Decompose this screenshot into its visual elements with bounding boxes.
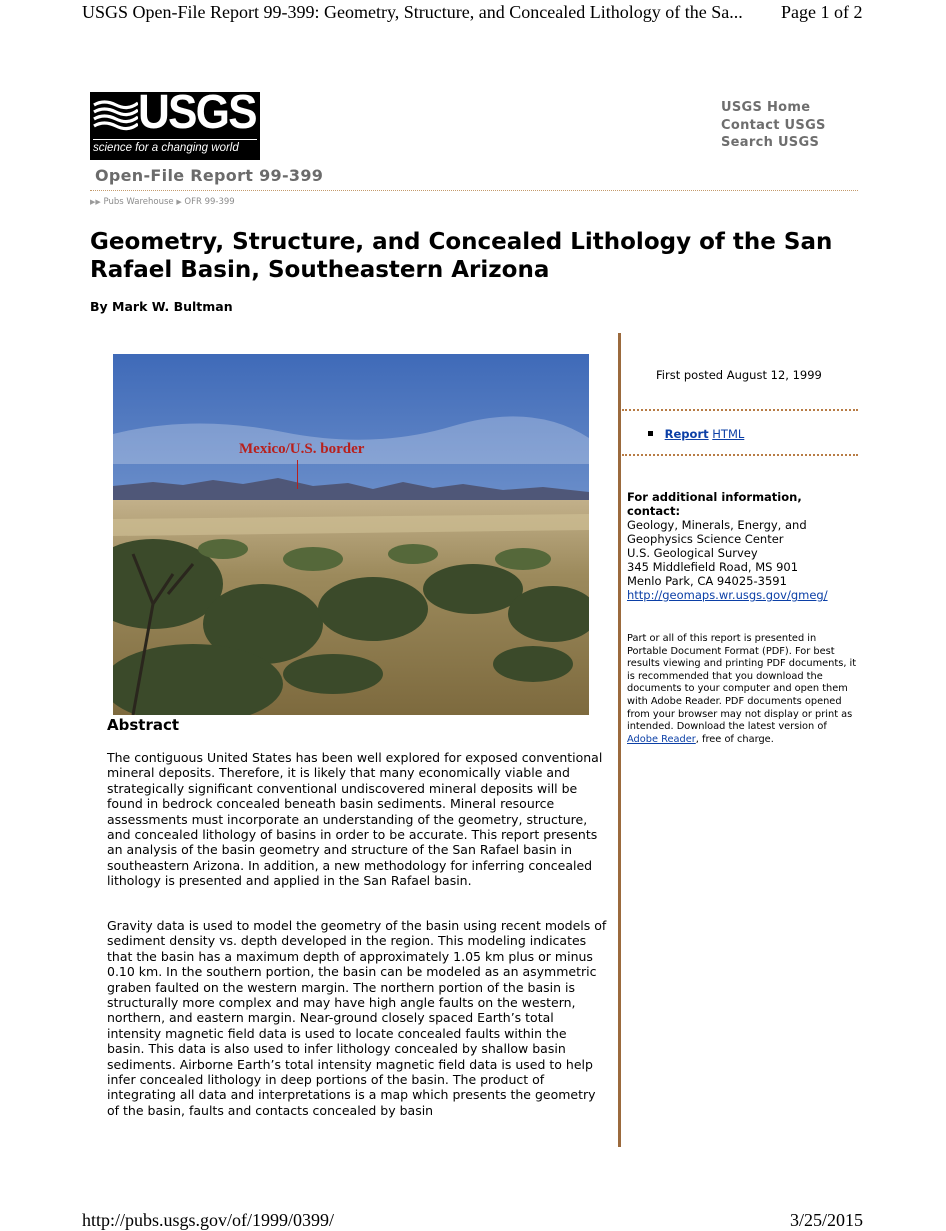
contact-address-line: Geology, Minerals, Energy, and [627, 518, 807, 532]
abstract-heading: Abstract [107, 716, 180, 734]
sidebar-dotted-divider [622, 409, 858, 411]
breadcrumb-arrow-icon: ▶▶ [90, 198, 101, 206]
abstract-paragraph-2: Gravity data is used to model the geometry of the basin using recent models of sediment density vs. depth developed in the region. This modeling indicates that the basin has a maximum depth of approximately 1.05 km plus or minus 0.10 km. In the southern portion, the basin can be modeled as an asymmetric graben faulted on the western margin. The northern portion of the basin is structurally more complex and may have high angle faults on the western, northern, and eastern margin. Near-ground closely spaced Earth’s total intensity magnetic field data is used to locate concealed faults within the basin. This data is also used to infer lithology concealed by shallow basin sediments. Airborne Earth’s total intensity magnetic field data is used to help infer concealed lithology in deep portions of the basin. The product of integrating all data and interpretations is a map which presents the geometry of the basin, faults and contacts concealed by basin [107, 918, 607, 1118]
breadcrumb-ofr[interactable]: OFR 99-399 [184, 197, 235, 207]
nav-contact-usgs[interactable]: Contact USGS [721, 118, 826, 133]
usgs-logo[interactable] [90, 86, 260, 160]
print-footer-date: 3/25/2015 [790, 1210, 864, 1230]
pdf-note [627, 633, 859, 746]
report-series-title: Open-File Report 99-399 [95, 166, 324, 185]
contact-address-line: U.S. Geological Survey [627, 546, 758, 560]
photo-label-pointer [297, 460, 298, 489]
usgs-tagline: science for a changing world [93, 139, 257, 158]
usgs-wordmark: USGS [138, 86, 256, 139]
abstract-paragraph-1: The contiguous United States has been well explored for exposed conventional mineral deposits. Therefore, it is likely that many economically viable and strategically significant conventional undiscovered mineral deposits will be found in bedrock concealed beneath basin sediments. Mineral resource assessments must incorporate an understanding of the geometry, structure, and concealed lithology of basins in order to be accurate. This report presents an analysis of the basin geometry and structure of the San Rafael basin in southeastern Arizona. In addition, a new methodology for inferring concealed lithology is presented and applied in the San Rafael basin. [107, 750, 603, 889]
report-list-item [648, 427, 744, 441]
sidebar-dotted-divider [622, 454, 858, 456]
pdf-note-tail: , free of charge. [695, 733, 774, 745]
first-posted-date: First posted August 12, 1999 [656, 368, 822, 382]
breadcrumb [90, 197, 235, 207]
contact-address-line: Geophysics Science Center [627, 532, 784, 546]
byline: By Mark W. Bultman [90, 299, 233, 314]
report-html-link[interactable]: HTML [712, 427, 745, 441]
photo-border-label: Mexico/U.S. border [239, 441, 365, 457]
contact-address-line: Menlo Park, CA 94025-3591 [627, 574, 787, 588]
print-footer-url: http://pubs.usgs.gov/of/1999/0399/ [82, 1210, 335, 1230]
contact-address-line: 345 Middlefield Road, MS 901 [627, 560, 799, 574]
contact-website-link[interactable]: http://geomaps.wr.usgs.gov/gmeg/ [627, 588, 828, 602]
breadcrumb-pubs-warehouse[interactable]: Pubs Warehouse [103, 197, 174, 207]
header-divider [90, 190, 858, 191]
pdf-note-text: Part or all of this report is presented in Portable Document Format (PDF). For best results viewing and printing PDF documents, it is recommended that you download the documents to your computer and open them with Adobe Reader. PDF documents opened from your browser may not display or print as intended. Download the latest version of [627, 633, 857, 733]
breadcrumb-separator-icon: ▶ [176, 198, 182, 206]
usgs-waves-icon [92, 97, 138, 133]
nav-search-usgs[interactable]: Search USGS [721, 135, 820, 150]
bullet-icon [648, 431, 653, 436]
nav-usgs-home[interactable]: USGS Home [721, 100, 811, 115]
sidebar-divider [618, 333, 621, 1147]
print-page-number: Page 1 of 2 [781, 2, 863, 22]
page-title: Geometry, Structure, and Concealed Lithology of the San Rafael Basin, Southeastern Arizona [90, 229, 833, 283]
adobe-reader-link[interactable]: Adobe Reader [627, 733, 696, 745]
report-link[interactable]: Report [664, 427, 709, 441]
basin-photo [113, 354, 589, 715]
print-header-title: USGS Open-File Report 99-399: Geometry, Structure, and Concealed Lithology of the Sa... [82, 2, 743, 22]
contact-heading: For additional information, contact: [627, 490, 802, 518]
